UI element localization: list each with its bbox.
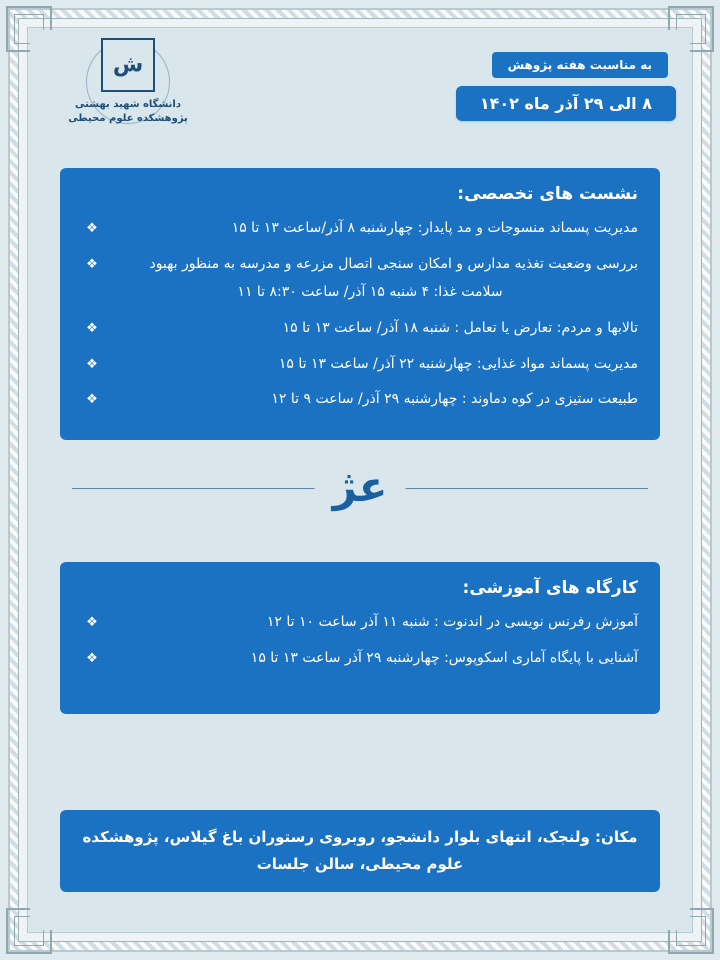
session-text: طبیعت ستیزی در کوه دماوند : چهارشنبه ۲۹ آذر/ ساعت ۹ تا ۱۲	[271, 391, 638, 408]
sessions-panel	[60, 168, 660, 440]
list-item	[82, 316, 638, 341]
logo-emblem-letter: ش	[112, 52, 144, 78]
session-text: مدیریت پسماند مواد غذایی: چهارشنبه ۲۲ آذر/ ساعت ۱۳ تا ۱۵	[278, 355, 638, 372]
diamond-bullet-icon: ❖	[86, 256, 98, 272]
diamond-bullet-icon: ❖	[86, 650, 98, 666]
poster-header	[30, 30, 690, 148]
calligraphy-ornament-icon: ﻋﮋ	[315, 458, 406, 516]
workshops-panel	[60, 562, 660, 714]
diamond-bullet-icon: ❖	[86, 320, 98, 336]
list-item	[82, 387, 638, 412]
session-text: تالابها و مردم: تعارض یا تعامل : شنبه ۱۸ آذر/ ساعت ۱۳ تا ۱۵	[282, 319, 638, 336]
occasion-badge: به مناسبت هفته پژوهش	[492, 52, 668, 78]
workshops-title: کارگاه های آموزشی:	[462, 578, 638, 598]
workshop-text: آموزش رفرنس نویسی در اندنوت : شنبه ۱۱ آذر ساعت ۱۰ تا ۱۲	[266, 614, 638, 630]
session-text	[102, 252, 638, 305]
list-item	[82, 610, 638, 635]
sessions-list	[82, 216, 638, 412]
poster-content	[30, 30, 690, 930]
workshops-list	[82, 610, 638, 671]
section-divider	[72, 458, 648, 518]
list-item	[82, 646, 638, 671]
location-panel: مکان: ولنجک، انتهای بلوار دانشجو، روبروی رستوران باغ گیلاس، پژوهشکده علوم محیطی، سالن جلسات	[60, 810, 660, 892]
workshop-text: آشنایی با پایگاه آماری اسکوپوس: چهارشنبه ۲۹ آذر ساعت ۱۳ تا ۱۵	[250, 649, 638, 666]
logo-emblem-icon	[101, 38, 155, 92]
session-text-main: بررسی وضعیت تغذیه مدارس و امکان سنجی اتصال مزرعه و مدرسه به منظور بهبود	[149, 255, 638, 272]
logo-caption: دانشگاه شهید بهشتی پژوهشکده علوم محیطی	[68, 99, 188, 124]
session-text: مدیریت پسماند منسوجات و مد پایدار: چهارشنبه ۸ آذر/ساعت ۱۳ تا ۱۵	[231, 220, 638, 236]
session-text-sub: سلامت غذا: ۴ شنبه ۱۵ آذر/ ساعت ۸:۳۰ تا ۱۱	[237, 284, 503, 301]
list-item	[82, 216, 638, 241]
diamond-bullet-icon: ❖	[86, 615, 98, 630]
university-logo	[58, 38, 198, 150]
list-item	[82, 352, 638, 377]
diamond-bullet-icon: ❖	[86, 356, 98, 372]
diamond-bullet-icon: ❖	[86, 392, 98, 408]
dates-badge: ۸ الی ۲۹ آذر ماه ۱۴۰۲	[456, 86, 676, 121]
sessions-title: نشست های تخصصی:	[457, 184, 638, 204]
list-item	[82, 252, 638, 305]
diamond-bullet-icon: ❖	[86, 221, 98, 236]
